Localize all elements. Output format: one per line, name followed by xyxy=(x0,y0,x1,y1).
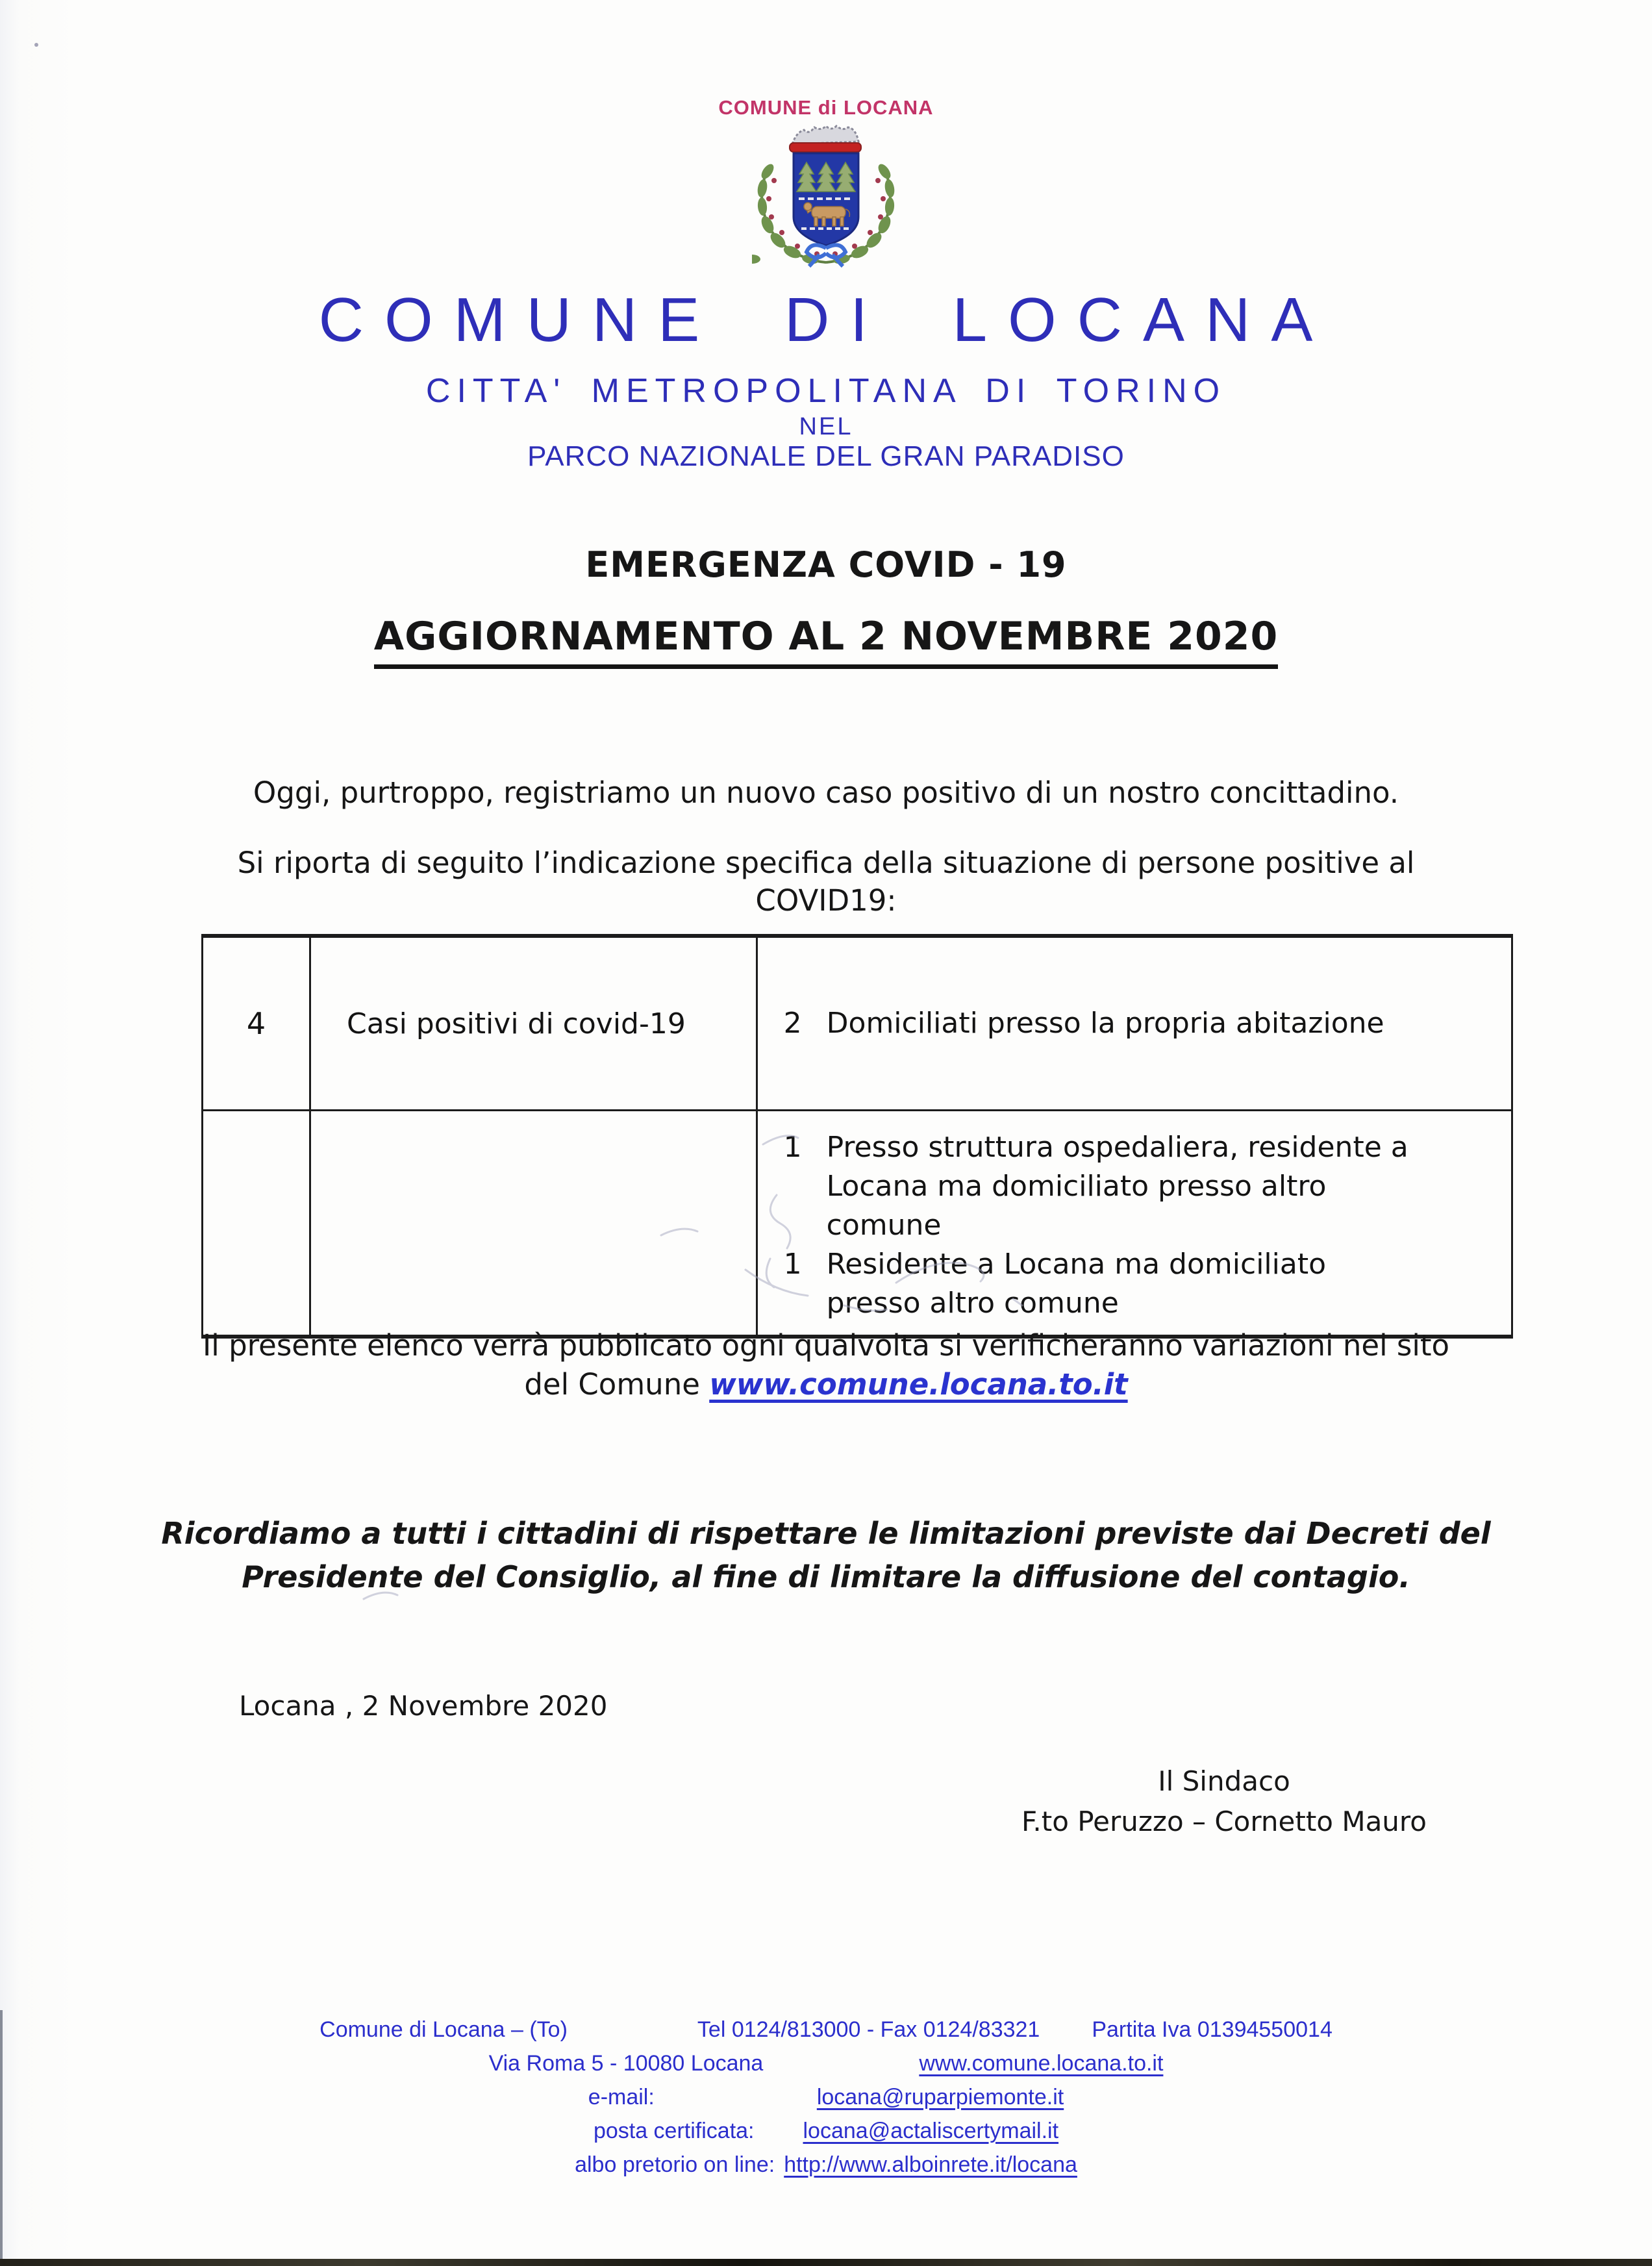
footer-comune: Comune di Locana – (To) xyxy=(319,2017,568,2042)
signature-role: Il Sindaco xyxy=(1158,1765,1290,1797)
footer-email-link[interactable]: locana@ruparpiemonte.it xyxy=(816,2085,1064,2109)
detail-text-line: presso altro comune xyxy=(826,1287,1119,1320)
crown-icon xyxy=(790,126,861,152)
paragraph-situation-line2: COVID19: xyxy=(755,883,897,918)
cases-count-cell xyxy=(203,1111,310,1337)
footer-line5 xyxy=(575,2152,1077,2178)
heading-aggiornamento xyxy=(0,614,1652,669)
signature-name: F.to Peruzzo – Cornetto Mauro xyxy=(1021,1806,1427,1837)
footer-partita-iva: Partita Iva 01394550014 xyxy=(1092,2017,1333,2042)
footer-pec-label: posta certificata: xyxy=(593,2119,755,2143)
paragraph-situation xyxy=(0,844,1652,920)
detail-count: 1 xyxy=(783,1248,802,1281)
shield-icon xyxy=(794,153,858,245)
footer-line4 xyxy=(594,2119,1058,2144)
detail-text-line: Residente a Locana ma domiciliato xyxy=(826,1248,1326,1281)
publication-note xyxy=(0,1326,1652,1404)
detail-text-line: Locana ma domiciliato presso altro xyxy=(826,1170,1327,1203)
table-row xyxy=(203,936,1512,1111)
heading-aggiornamento-text: AGGIORNAMENTO AL 2 NOVEMBRE 2020 xyxy=(374,614,1279,669)
footer-line2 xyxy=(489,2051,1164,2076)
footer-address: Via Roma 5 - 10080 Locana xyxy=(488,2051,764,2076)
detail-count: 1 xyxy=(783,1131,802,1164)
footer xyxy=(0,2017,1652,2178)
footer-tel-fax: Tel 0124/813000 - Fax 0124/83321 xyxy=(697,2017,1040,2042)
publication-note-line1: Il presente elenco verrà pubblicato ogni qualvolta si verificheranno variazioni nel sito xyxy=(202,1328,1449,1363)
paragraph-situation-line1: Si riporta di seguito l’indicazione specifica della situazione di persone positive al xyxy=(237,846,1415,880)
footer-albo-link[interactable]: http://www.alboinrete.it/locana xyxy=(784,2152,1077,2177)
cases-detail-cell xyxy=(757,1111,1512,1337)
publication-note-line2 xyxy=(0,1365,1652,1404)
covid-cases-table xyxy=(201,934,1513,1339)
footer-line3 xyxy=(588,2085,1064,2110)
scan-bottom-edge xyxy=(0,2259,1652,2266)
coat-of-arms xyxy=(752,121,900,275)
page-title: COMUNE DI LOCANA xyxy=(318,285,1334,355)
detail-text-line: Presso struttura ospedaliera, residente a xyxy=(826,1131,1408,1164)
ribbon-icon xyxy=(807,245,845,266)
comune-website-link[interactable]: www.comune.locana.to.it xyxy=(709,1367,1128,1402)
footer-pec-link[interactable]: locana@actaliscertymail.it xyxy=(803,2119,1059,2143)
cases-count-cell: 4 xyxy=(203,936,310,1111)
footer-email-label: e-mail: xyxy=(588,2085,655,2109)
scan-speck xyxy=(34,43,38,47)
detail-item xyxy=(784,1245,1505,1323)
paragraph-new-case: Oggi, purtroppo, registriamo un nuovo caso positivo di un nostro concittadino. xyxy=(253,775,1399,810)
detail-text: Domiciliati presso la propria abitazione xyxy=(826,1007,1384,1040)
detail-item xyxy=(784,1128,1505,1245)
cases-label-cell: Casi positivi di covid-19 xyxy=(310,936,757,1111)
publication-note-prefix: del Comune xyxy=(524,1367,710,1402)
detail-count: 2 xyxy=(783,1007,802,1040)
reminder-line2: Presidente del Consiglio, al fine di limitare la diffusione del contagio. xyxy=(242,1559,1410,1594)
detail-item xyxy=(784,1004,1505,1043)
cases-label-cell xyxy=(310,1111,757,1337)
heading-emergenza: EMERGENZA COVID - 19 xyxy=(585,544,1067,585)
crest-label: COMUNE di LOCANA xyxy=(718,96,934,119)
cases-detail-cell xyxy=(757,936,1512,1111)
table-row xyxy=(203,1111,1512,1337)
reminder-line1: Ricordiamo a tutti i cittadini di rispettare le limitazioni previste dai Decreti del xyxy=(161,1516,1491,1551)
coat-of-arms-graphic xyxy=(752,121,900,275)
footer-website-link[interactable]: www.comune.locana.to.it xyxy=(919,2051,1164,2076)
footer-line1 xyxy=(319,2017,1333,2043)
page-subtitle: CITTA' METROPOLITANA DI TORINO xyxy=(425,372,1227,410)
detail-text-line: comune xyxy=(826,1209,942,1242)
scan-left-edge xyxy=(0,2010,3,2259)
reminder-paragraph xyxy=(0,1512,1652,1599)
place-date: Locana , 2 Novembre 2020 xyxy=(239,1690,608,1722)
header-parco: PARCO NAZIONALE DEL GRAN PARADISO xyxy=(527,440,1125,472)
footer-albo-label: albo pretorio on line: xyxy=(575,2152,775,2177)
signature-block xyxy=(1016,1761,1432,1842)
header-nel: NEL xyxy=(799,413,853,440)
